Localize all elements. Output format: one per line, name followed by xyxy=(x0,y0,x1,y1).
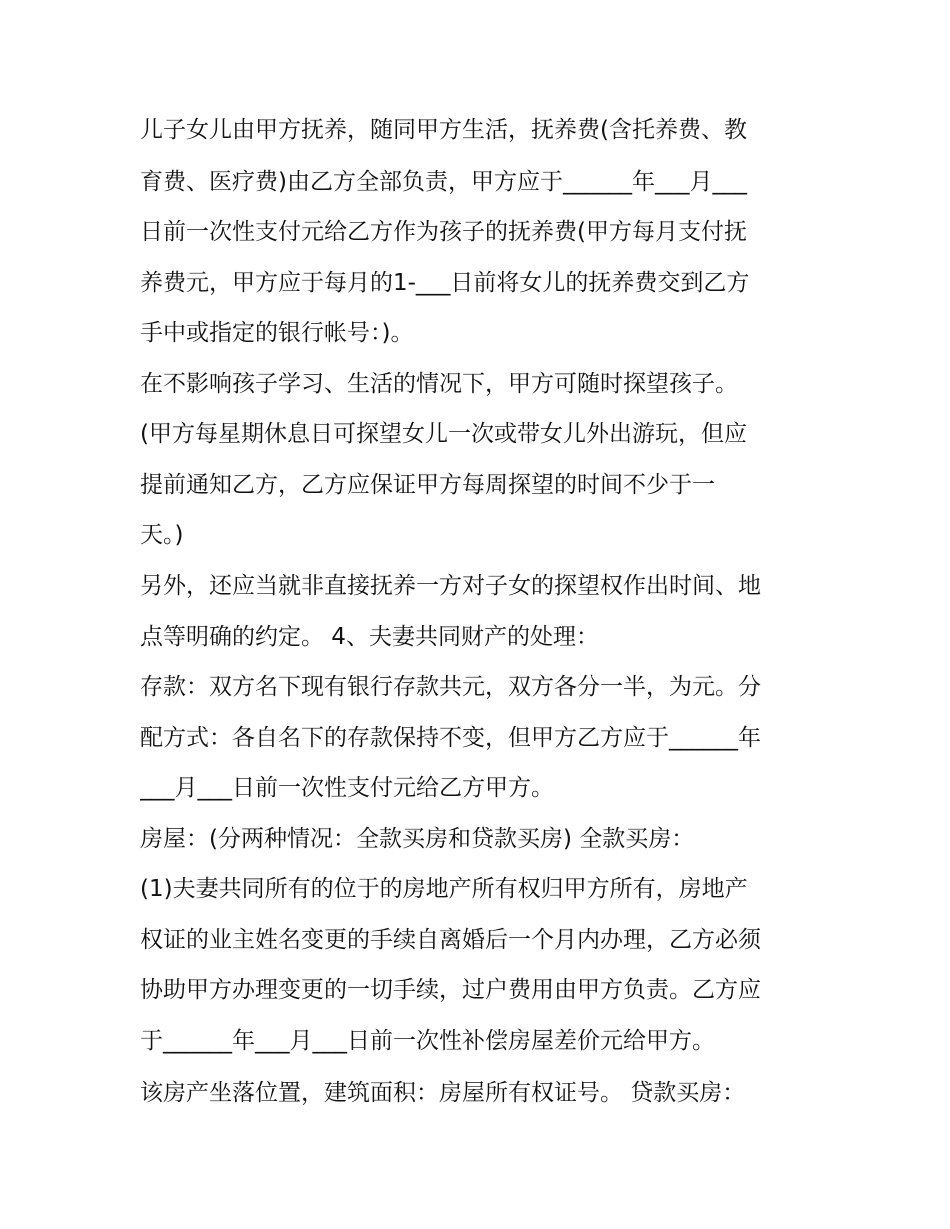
text-line: 点等明确的约定。 4、夫妻共同财产的处理： xyxy=(140,624,599,650)
text-line: 提前通知乙方，乙方应保证甲方每周探望的时间不少于一 xyxy=(140,472,715,498)
text-line: 养费元，甲方应于每月的1-___日前将女儿的抚养费交到乙方 xyxy=(140,270,750,296)
text-line: 育费、医疗费)由乙方全部负责，甲方应于______年___月___ xyxy=(140,169,747,195)
text-line: 另外，还应当就非直接抚养一方对子女的探望权作出时间、地 xyxy=(140,573,761,599)
text-line: 协助甲方办理变更的一切手续，过户费用由甲方负责。乙方应 xyxy=(140,977,761,1003)
text-line: ___月___日前一次性支付元给乙方甲方。 xyxy=(140,775,554,801)
text-line: 儿子女儿由甲方抚养，随同甲方生活，抚养费(含托养费、教 xyxy=(140,117,747,143)
text-line: 手中或指定的银行帐号：)。 xyxy=(140,320,414,346)
text-line: (1)夫妻共同所有的位于的房地产所有权归甲方所有，房地产 xyxy=(140,876,748,902)
text-line: 在不影响孩子学习、生活的情况下，甲方可随时探望孩子。 xyxy=(140,371,738,397)
text-line: 房屋：(分两种情况：全款买房和贷款买房) 全款买房： xyxy=(140,826,695,852)
text-line: 天。) xyxy=(140,522,184,548)
text-line: 权证的业主姓名变更的手续自离婚后一个月内办理，乙方必须 xyxy=(140,927,761,953)
text-line: 于______年___月___日前一次性补偿房屋差价元给甲方。 xyxy=(140,1028,715,1054)
text-line: 存款：双方名下现有银行存款共元，双方各分一半，为元。分 xyxy=(140,674,761,700)
text-line: 该房产坐落位置，建筑面积：房屋所有权证号。 贷款买房： xyxy=(140,1080,746,1106)
text-line: (甲方每星期休息日可探望女儿一次或带女儿外出游玩，但应 xyxy=(140,421,747,447)
text-line: 配方式：各自名下的存款保持不变，但甲方乙方应于______年 xyxy=(140,725,761,751)
text-line: 日前一次性支付元给乙方作为孩子的抚养费(甲方每月支付抚 xyxy=(140,219,747,245)
